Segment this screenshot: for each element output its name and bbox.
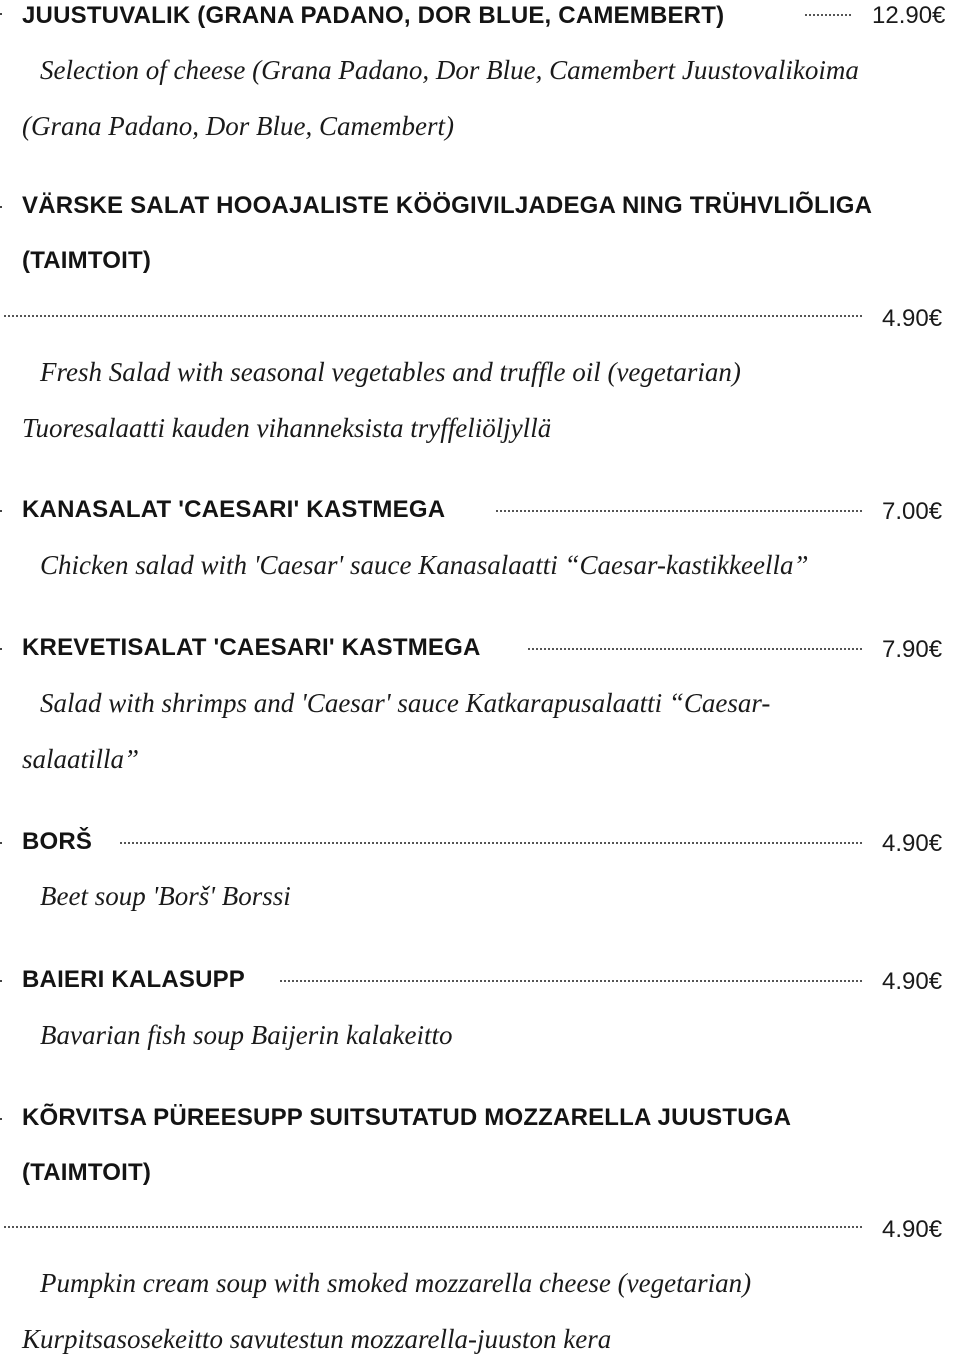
- item-description: Chicken salad with 'Caesar' sauce Kanasalaatti “Caesar-kastikkeella”: [40, 550, 809, 580]
- margin-mark: [0, 13, 2, 15]
- item-description: salaatilla”: [22, 744, 140, 774]
- margin-mark: [0, 510, 2, 512]
- item-name: VÄRSKE SALAT HOOAJALISTE KÖÖGIVILJADEGA NING TRÜHVLIÕLIGA: [22, 192, 873, 219]
- item-description: Kurpitsasosekeitto savutestun mozzarella-juuston kera: [22, 1324, 612, 1354]
- margin-mark: [0, 206, 2, 208]
- dot-leader: [496, 510, 862, 512]
- item-name: JUUSTUVALIK (GRANA PADANO, DOR BLUE, CAMEMBERT): [22, 2, 725, 29]
- item-price: 4.90€: [882, 830, 943, 857]
- item-price: 7.90€: [882, 636, 943, 663]
- item-name: (TAIMTOIT): [22, 247, 152, 274]
- item-description: Bavarian fish soup Baijerin kalakeitto: [40, 1020, 453, 1050]
- item-description: Salad with shrimps and 'Caesar' sauce Katkarapusalaatti “Caesar-: [40, 688, 771, 718]
- item-description: (Grana Padano, Dor Blue, Camembert): [22, 111, 454, 141]
- item-description: Beet soup 'Borš' Borssi: [40, 881, 291, 911]
- item-price: 7.00€: [882, 498, 943, 525]
- margin-mark: [0, 842, 2, 844]
- dot-leader: [280, 980, 862, 982]
- dot-leader: [4, 1226, 862, 1228]
- dot-leader: [805, 14, 851, 16]
- margin-mark: [0, 1118, 2, 1120]
- item-name: BORŠ: [22, 828, 93, 855]
- item-name: KANASALAT 'CAESARI' KASTMEGA: [22, 496, 446, 523]
- margin-mark: [0, 648, 2, 650]
- item-price: 4.90€: [882, 305, 943, 332]
- dot-leader: [4, 315, 862, 317]
- item-name: (TAIMTOIT): [22, 1159, 152, 1186]
- item-description: Pumpkin cream soup with smoked mozzarella cheese (vegetarian): [40, 1268, 752, 1298]
- dot-leader: [528, 648, 862, 650]
- item-price: 4.90€: [882, 1216, 943, 1243]
- item-name: KÕRVITSA PÜREESUPP SUITSUTATUD MOZZARELLA JUUSTUGA: [22, 1104, 792, 1131]
- item-description: Fresh Salad with seasonal vegetables and truffle oil (vegetarian): [40, 357, 741, 387]
- item-name: BAIERI KALASUPP: [22, 966, 246, 993]
- item-name: KREVETISALAT 'CAESARI' KASTMEGA: [22, 634, 481, 661]
- item-description: Selection of cheese (Grana Padano, Dor Blue, Camembert Juustovalikoima: [40, 55, 859, 85]
- item-price: 12.90€: [872, 2, 946, 29]
- dot-leader: [120, 842, 862, 844]
- item-price: 4.90€: [882, 968, 943, 995]
- margin-mark: [0, 980, 2, 982]
- item-description: Tuoresalaatti kauden vihanneksista tryffeliöljyllä: [22, 413, 552, 443]
